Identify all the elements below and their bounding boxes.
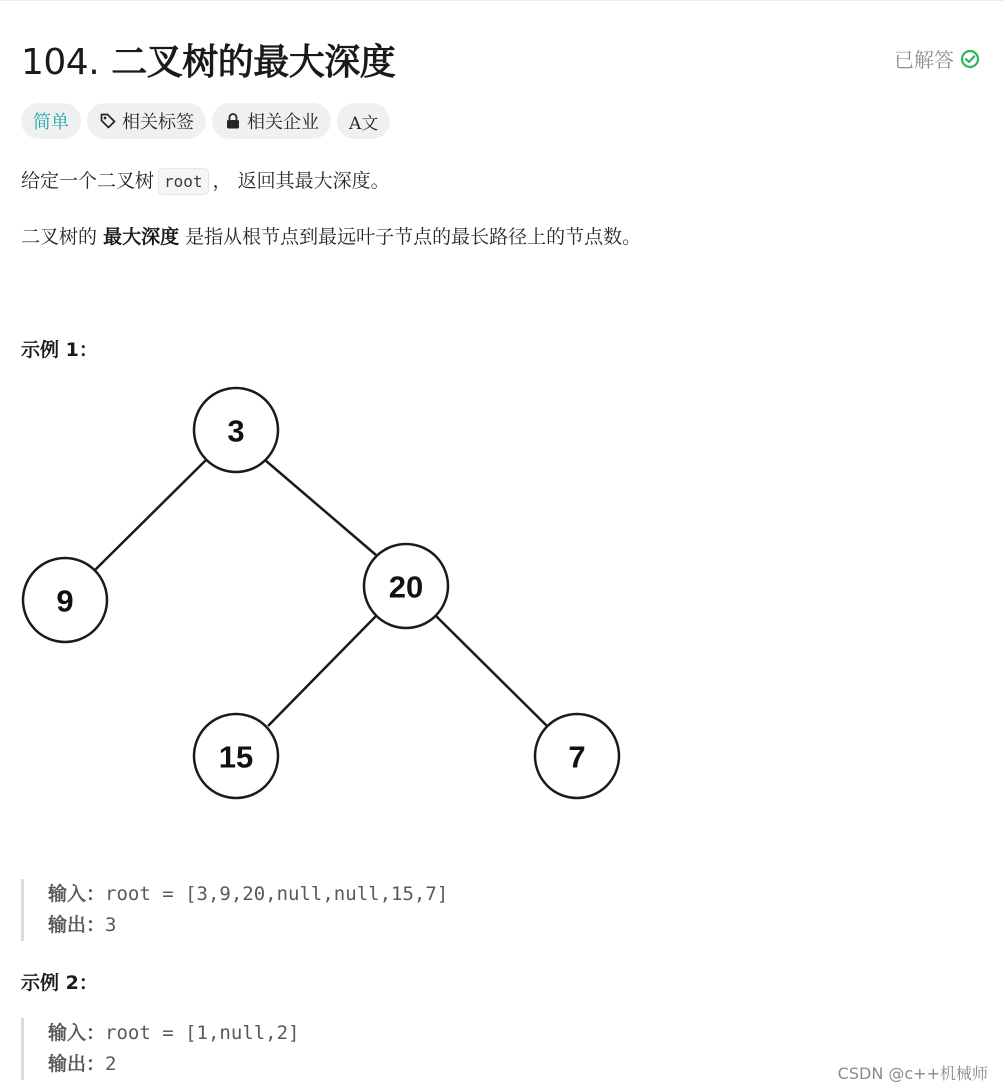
csdn-watermark: CSDN @c++机械师 <box>837 1064 988 1083</box>
edge-20-7 <box>436 616 547 726</box>
input-label: 输入 <box>48 1022 87 1044</box>
related-tags-button[interactable] <box>87 103 206 139</box>
check-circle-icon <box>960 49 980 69</box>
example-1-output-row: 输出：3 <box>48 914 117 936</box>
output-value: 2 <box>105 1053 117 1075</box>
tag-bar <box>21 103 390 139</box>
problem-number: 104. <box>21 42 100 83</box>
desc-text: 给定一个二叉树 <box>21 170 155 192</box>
inline-code-root: root <box>158 168 209 195</box>
related-tags-label: 相关标签 <box>122 112 194 133</box>
edge-3-20 <box>265 460 376 555</box>
problem-title: 二叉树的最大深度 <box>111 42 396 83</box>
tree-node-7-label: 7 <box>568 739 586 775</box>
tree-node-20-label: 20 <box>388 569 424 605</box>
tag-icon <box>99 112 117 130</box>
tree-node-3-label: 3 <box>227 413 245 449</box>
translate-button[interactable] <box>337 103 390 139</box>
description-paragraph-1 <box>21 166 390 193</box>
example-1-tree-diagram <box>0 370 640 810</box>
desc-text: 二叉树的 <box>21 226 98 248</box>
example-2-input-row: 输入：root = [1,null,2] <box>48 1022 300 1044</box>
solved-label: 已解答 <box>894 48 954 72</box>
translate-icon: A文 <box>349 113 379 134</box>
difficulty-badge[interactable] <box>21 103 81 139</box>
lock-icon <box>224 112 242 130</box>
example-1-io-block <box>21 879 448 941</box>
top-divider <box>0 0 1004 1</box>
difficulty-label: 简单 <box>33 112 69 133</box>
example-2-title: 示例 2： <box>21 972 98 994</box>
example-2-io-block <box>21 1018 300 1080</box>
output-label: 输出 <box>48 914 87 936</box>
input-value: root = [3,9,20,null,null,15,7] <box>105 883 449 905</box>
input-label: 输入 <box>48 883 87 905</box>
example-1-title: 示例 1： <box>21 339 98 361</box>
related-companies-label: 相关企业 <box>247 112 319 133</box>
output-label: 输出 <box>48 1053 87 1075</box>
desc-bold-term: 最大深度 <box>103 226 180 248</box>
output-value: 3 <box>105 914 117 936</box>
tree-node-9-label: 9 <box>56 583 74 619</box>
example-2-output-row: 输出：2 <box>48 1053 117 1075</box>
desc-text: ， 返回其最大深度。 <box>212 170 390 192</box>
edge-3-9 <box>95 460 206 570</box>
tree-node-15-label: 15 <box>218 739 254 775</box>
solved-status <box>894 44 980 73</box>
description-paragraph-2 <box>21 222 641 249</box>
desc-text: 是指从根节点到最远叶子节点的最长路径上的节点数。 <box>185 226 642 248</box>
input-value: root = [1,null,2] <box>105 1022 300 1044</box>
page-title <box>21 34 395 85</box>
example-1-input-row: 输入：root = [3,9,20,null,null,15,7] <box>48 883 449 905</box>
related-companies-button[interactable] <box>212 103 331 139</box>
edge-20-15 <box>268 616 376 726</box>
